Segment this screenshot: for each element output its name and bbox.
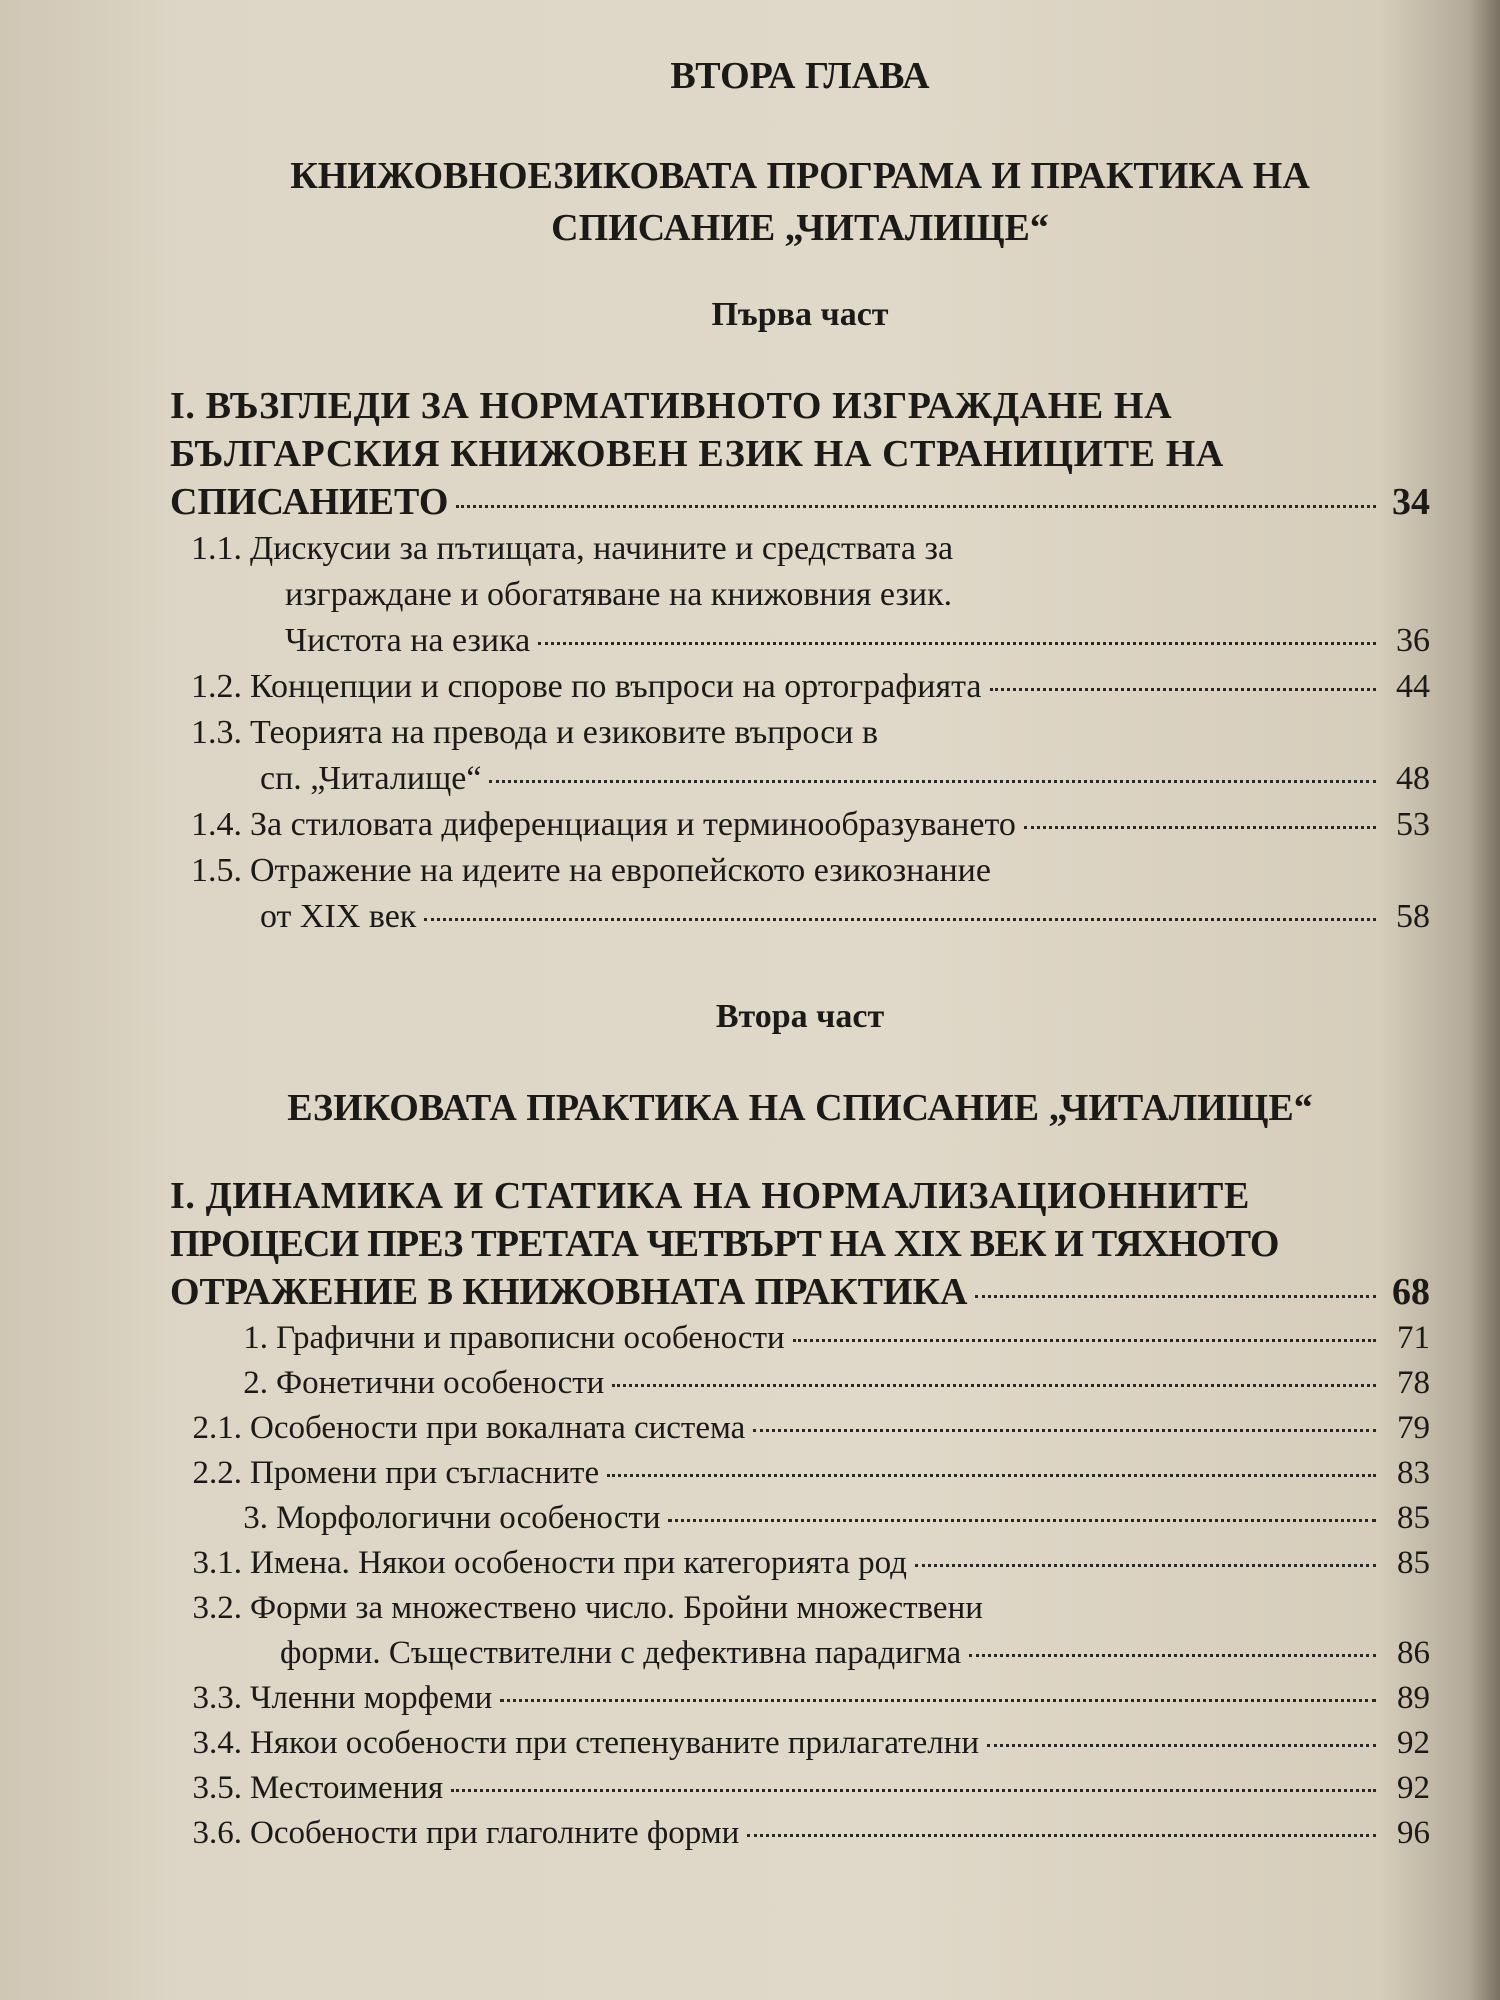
toc-entry: [170, 1721, 1430, 1766]
entry-text: Дискусии за пътищата, начините и средствата за: [250, 530, 954, 567]
section-heading-line: I. ДИНАМИКА И СТАТИКА НА НОРМАЛИЗАЦИОННИТЕ: [170, 1175, 1250, 1217]
entry-text: Концепции и спорове по въпроси на ортографията: [250, 668, 982, 705]
section-heading-line: ПРОЦЕСИ ПРЕЗ ТРЕТАТА ЧЕТВЪРТ НА XIX ВЕК И ТЯХНОТО: [170, 1223, 1279, 1265]
page-number: 89: [1397, 1680, 1430, 1716]
toc-section-2: [170, 1172, 1430, 1316]
entry-text: Фонетични особености: [276, 1365, 605, 1401]
page-number: 92: [1397, 1770, 1430, 1806]
page-number: 96: [1397, 1815, 1430, 1851]
page-number: 53: [1396, 806, 1430, 843]
page-number: 36: [1396, 622, 1430, 659]
page-number: 71: [1397, 1320, 1430, 1356]
entry-number: 1.5.: [191, 852, 242, 889]
dot-leader: [668, 1519, 1376, 1522]
toc-entry: [170, 664, 1430, 710]
toc-entry: [170, 526, 1430, 572]
dot-leader: [793, 1339, 1376, 1342]
dot-leader: [975, 1295, 1376, 1298]
entry-text: За стиловата диференциация и терминообразуването: [250, 806, 1016, 843]
part-heading: Втора част: [715, 998, 885, 1035]
page-number: 86: [1397, 1635, 1430, 1671]
entry-text: Промени при съгласните: [250, 1455, 600, 1491]
entry-text: Форми за множествено число. Бройни множествени: [250, 1590, 983, 1626]
dot-leader: [489, 780, 1376, 783]
entry-number: 3.3.: [192, 1680, 242, 1716]
entry-text: Отражение на идеите на европейското езикознание: [250, 852, 991, 889]
entry-number: 1.1.: [191, 530, 242, 567]
page-number: 79: [1397, 1410, 1430, 1446]
toc-entry: [170, 1406, 1430, 1451]
section-heading-text: СПИСАНИЕТО: [170, 481, 449, 523]
chapter-title: [170, 150, 1430, 254]
toc-entries-part1: [170, 526, 1430, 940]
page-number: 68: [1392, 1271, 1430, 1313]
entry-text: Особености при глаголните форми: [250, 1815, 740, 1851]
entry-text: Някои особености при степенуваните прилагателни: [250, 1725, 980, 1761]
entry-number: 2.1.: [192, 1410, 242, 1446]
part-title: ЕЗИКОВАТА ПРАКТИКА НА СПИСАНИЕ „ЧИТАЛИЩЕ“: [287, 1087, 1313, 1129]
dot-leader: [753, 1429, 1376, 1432]
entry-last-line: [170, 894, 1430, 940]
entry-last-line: [170, 756, 1430, 802]
section-heading-text: ОТРАЖЕНИЕ В КНИЖОВНАТА ПРАКТИКА: [170, 1271, 968, 1313]
page-number: 44: [1396, 668, 1430, 705]
entry-number: 3.5.: [192, 1770, 242, 1806]
page-number: 85: [1397, 1545, 1430, 1581]
entry-number: 3.1.: [192, 1545, 242, 1581]
entry-number: 2.: [243, 1365, 268, 1401]
toc-entry: [170, 1316, 1430, 1361]
dot-leader: [1024, 826, 1376, 829]
toc-entries-part2: [170, 1316, 1430, 1856]
section-heading-line: БЪЛГАРСКИЯ КНИЖОВЕН ЕЗИК НА СТРАНИЦИТЕ НА: [170, 433, 1224, 475]
page-number: 48: [1396, 760, 1430, 797]
entry-number: 1.2.: [191, 668, 242, 705]
entry-text: Морфологични особености: [276, 1500, 661, 1536]
entry-number: 3.6.: [192, 1815, 242, 1851]
section-heading-last: [170, 1268, 1430, 1316]
dot-leader: [987, 1744, 1376, 1747]
entry-number: 3.2.: [192, 1590, 242, 1626]
entry-number: 3.: [243, 1500, 268, 1536]
toc-entry: [170, 1676, 1430, 1721]
entry-number: 2.2.: [192, 1455, 242, 1491]
entry-text: Чистота на езика: [285, 622, 531, 659]
dot-leader: [612, 1384, 1376, 1387]
dot-leader: [424, 918, 1376, 921]
toc-entry: [170, 1361, 1430, 1406]
entry-text: форми. Съществителни с дефективна парадигма: [280, 1635, 962, 1671]
toc-entry: [170, 710, 1430, 756]
page-number: 78: [1397, 1365, 1430, 1401]
page-number: 58: [1396, 898, 1430, 935]
toc-section-1: [170, 382, 1430, 526]
toc-entry: [170, 1811, 1430, 1856]
part-heading: Първа част: [711, 296, 889, 333]
page-number: 83: [1397, 1455, 1430, 1491]
entry-text: Теорията на превода и езиковите въпроси в: [250, 714, 879, 751]
entry-last-line: [170, 1631, 1430, 1676]
toc-entry: [170, 1451, 1430, 1496]
entry-text: Имена. Някои особености при категорията род: [250, 1545, 907, 1581]
toc-entry: [170, 848, 1430, 894]
dot-leader: [969, 1654, 1376, 1657]
entry-text-cont: изграждане и обогатяване на книжовния език.: [285, 576, 953, 613]
dot-leader: [538, 642, 1376, 645]
chapter-title-line: КНИЖОВНОЕЗИКОВАТА ПРОГРАМА И ПРАКТИКА НА: [290, 155, 1310, 197]
dot-leader: [607, 1474, 1376, 1477]
toc-entry: [170, 1586, 1430, 1631]
entry-text: Местоимения: [250, 1770, 444, 1806]
toc-entry: [170, 1496, 1430, 1541]
page-edge-shadow: [1468, 0, 1500, 2000]
dot-leader: [451, 1789, 1376, 1792]
toc-entry: [170, 802, 1430, 848]
entry-number: 1.: [243, 1320, 268, 1356]
dot-leader: [456, 505, 1376, 508]
chapter-heading: ВТОРА ГЛАВА: [670, 55, 930, 97]
entry-number: 1.3.: [191, 714, 242, 751]
dot-leader: [990, 688, 1377, 691]
chapter-title-line: СПИСАНИЕ „ЧИТАЛИЩЕ“: [551, 207, 1049, 249]
entry-text: Членни морфеми: [250, 1680, 493, 1716]
entry-text: от XIX век: [260, 898, 417, 935]
entry-number: 3.4.: [192, 1725, 242, 1761]
entry-last-line: [170, 618, 1430, 664]
dot-leader: [915, 1564, 1376, 1567]
toc-entry: [170, 1541, 1430, 1586]
toc-entry: [170, 1766, 1430, 1811]
page-number: 85: [1397, 1500, 1430, 1536]
dot-leader: [500, 1699, 1376, 1702]
page-number: 92: [1397, 1725, 1430, 1761]
entry-number: 1.4.: [191, 806, 242, 843]
section-heading-line: I. ВЪЗГЛЕДИ ЗА НОРМАТИВНОТО ИЗГРАЖДАНЕ НА: [170, 385, 1173, 427]
dot-leader: [747, 1834, 1376, 1837]
page-number: 34: [1392, 481, 1430, 523]
entry-text: Графични и правописни особености: [276, 1320, 785, 1356]
entry-text: Особености при вокалната система: [250, 1410, 746, 1446]
entry-text: сп. „Читалище“: [260, 760, 482, 797]
section-heading-last: [170, 478, 1430, 526]
